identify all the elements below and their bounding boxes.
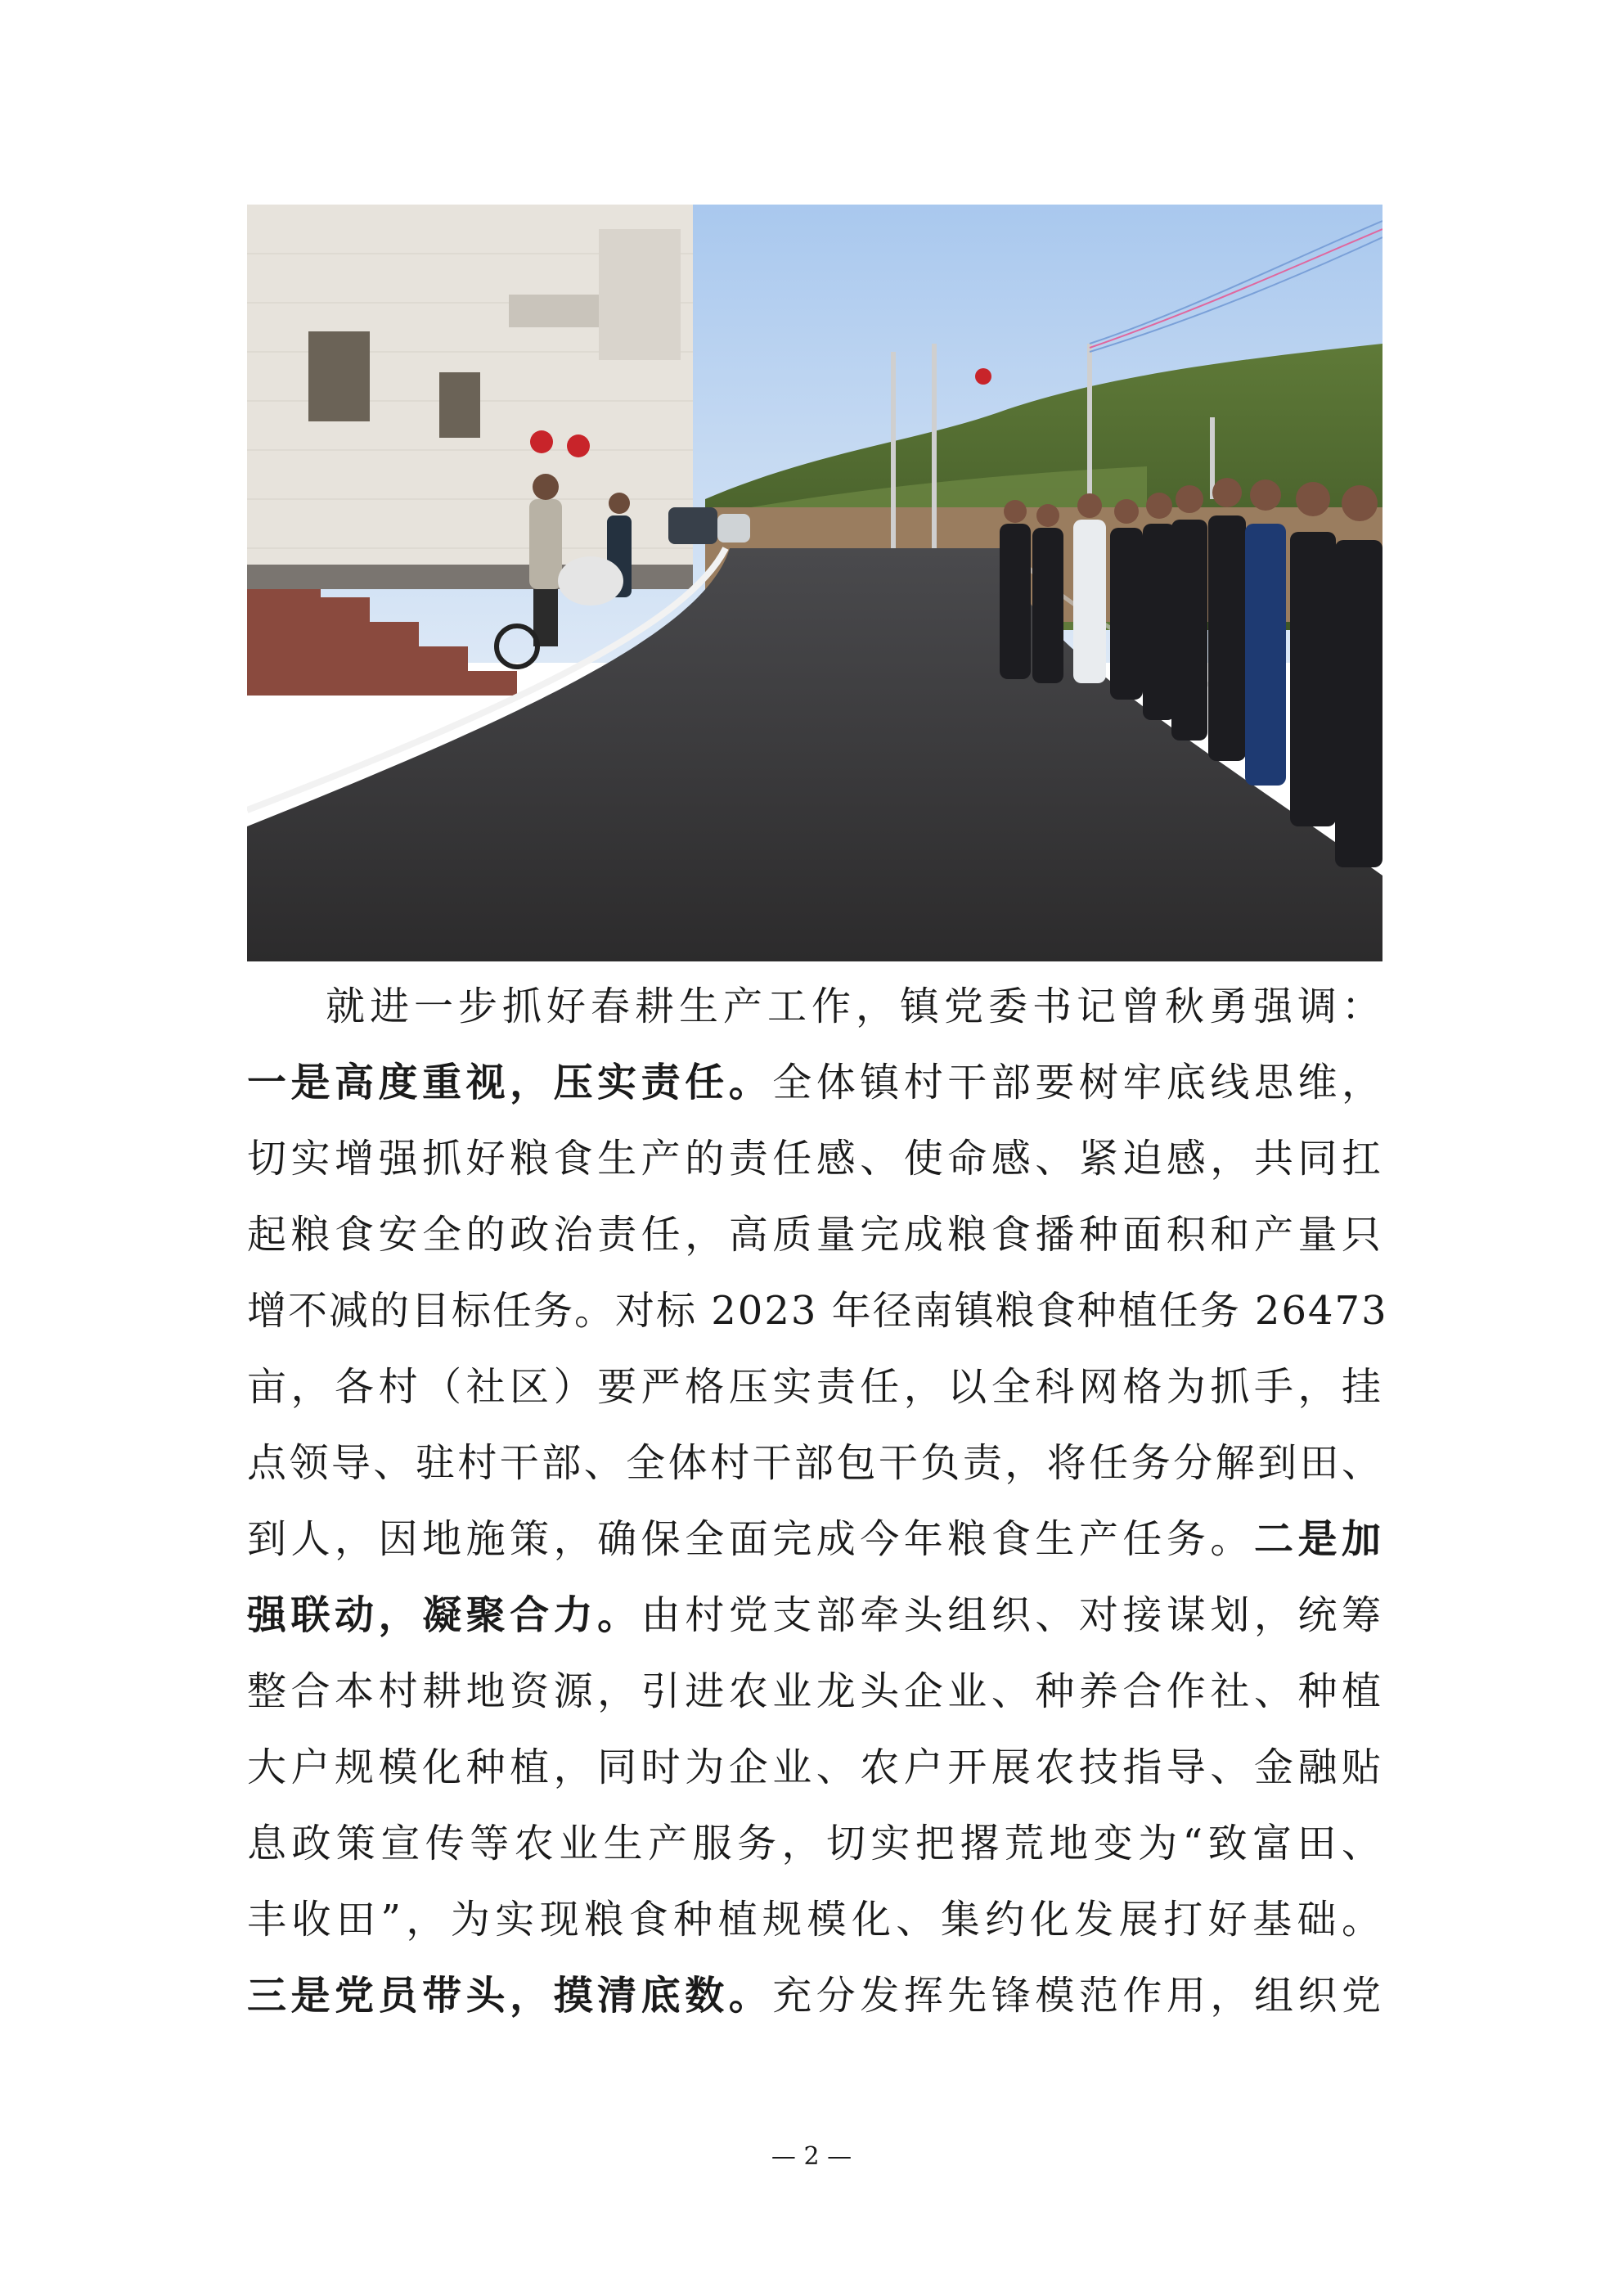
- text-line: [247, 1045, 1382, 1121]
- text-segment: 到人，因地施策，确保全面完成今年粮食生产任务。: [247, 1516, 1254, 1562]
- photo-village-road-meeting: [247, 205, 1382, 961]
- text-segment: 增不减的目标任务。对标 2023 年径南镇粮食种植任务 26473: [247, 1288, 1388, 1334]
- text-line: [247, 1730, 1382, 1806]
- text-segment: 充分发挥先锋模范作用，组织党: [772, 1973, 1382, 2019]
- text-line: [247, 1273, 1388, 1349]
- bold-heading-segment: 强联动，凝聚合力。: [247, 1592, 641, 1638]
- text-line: [247, 969, 1382, 1045]
- text-segment: 大户规模化种植，同时为企业、农户开展农技指导、金融贴: [247, 1745, 1382, 1790]
- body-paragraph: [247, 969, 1388, 2034]
- page-number: — 2 —: [771, 2142, 852, 2171]
- text-line: [247, 1806, 1382, 1882]
- bold-heading-segment: 一是高度重视，压实责任。: [247, 1060, 773, 1105]
- bold-heading-segment: 二是加: [1253, 1516, 1382, 1562]
- text-segment: 息政策宣传等农业生产服务，切实把撂荒地变为“致富田、: [247, 1821, 1382, 1866]
- text-segment: 就进一步抓好春耕生产工作，镇党委书记曾秋勇强调：: [326, 984, 1382, 1029]
- text-segment: 丰收田”，为实现粮食种植规模化、集约化发展打好基础。: [247, 1897, 1382, 1943]
- text-segment: 切实增强抓好粮食生产的责任感、使命感、紧迫感，共同扛: [247, 1136, 1382, 1182]
- text-segment: 起粮食安全的政治责任，高质量完成粮食播种面积和产量只: [247, 1212, 1382, 1258]
- text-line: [247, 1654, 1382, 1730]
- text-line: [247, 1349, 1382, 1425]
- text-line: [247, 1425, 1382, 1501]
- text-line: [247, 1578, 1382, 1654]
- text-line: [247, 1882, 1382, 1958]
- text-segment: 由村党支部牵头组织、对接谋划，统筹: [641, 1592, 1382, 1638]
- text-segment: 全体镇村干部要树牢底线思维，: [772, 1060, 1382, 1105]
- text-segment: 整合本村耕地资源，引进农业龙头企业、种养合作社、种植: [247, 1668, 1382, 1714]
- text-line: [247, 1197, 1382, 1273]
- text-line: [247, 1501, 1382, 1578]
- text-segment: 点领导、驻村干部、全体村干部包干负责，将任务分解到田、: [247, 1440, 1382, 1486]
- text-line: [247, 1958, 1382, 2034]
- text-line: [247, 1121, 1382, 1197]
- photo-icon: [247, 205, 1382, 961]
- text-segment: 亩，各村（社区）要严格压实责任，以全科网格为抓手，挂: [247, 1364, 1382, 1410]
- bold-heading-segment: 三是党员带头，摸清底数。: [247, 1973, 773, 2019]
